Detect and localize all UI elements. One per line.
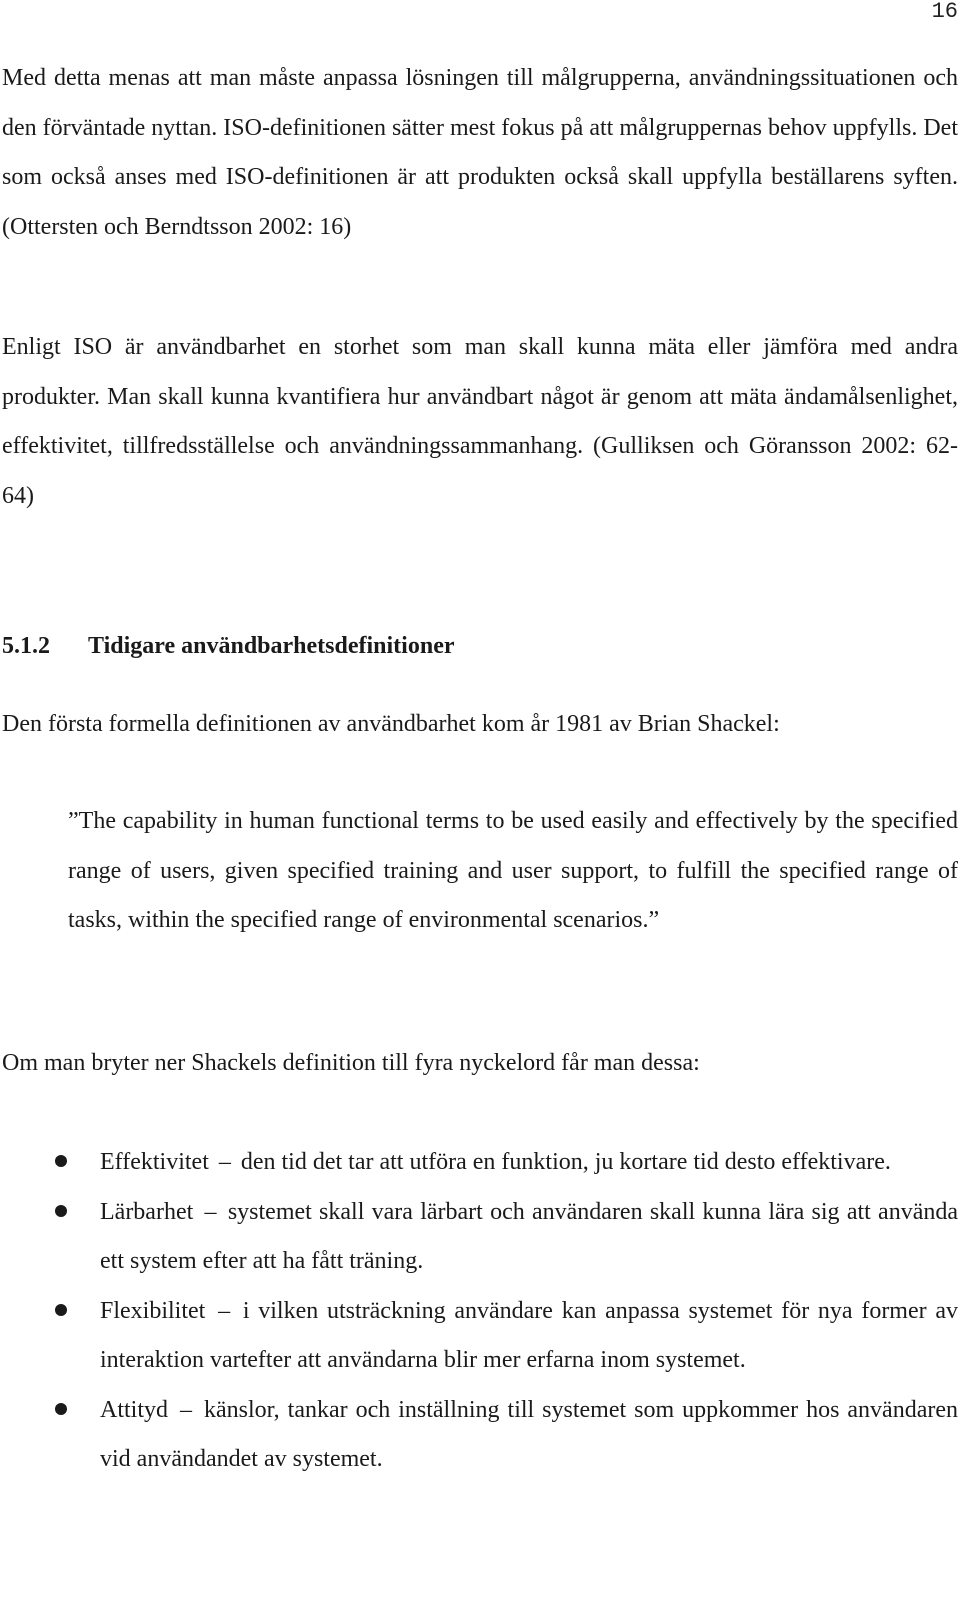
keyword-list xyxy=(0,1138,960,1485)
keyword-term: Attityd xyxy=(100,1396,169,1423)
keyword-description: den tid det tar att utföra en funktion, ju kortare tid desto effektivare. xyxy=(240,1149,891,1175)
keyword-dash: – xyxy=(218,1297,231,1324)
section-title: Tidigare användbarhetsdefinitioner xyxy=(88,633,455,659)
keyword-term: Flexibilitet xyxy=(100,1297,206,1324)
list-item xyxy=(0,1287,958,1386)
keyword-dash: – xyxy=(180,1396,192,1423)
bullet-icon xyxy=(55,1155,67,1167)
section-number: 5.1.2 xyxy=(2,633,50,659)
paragraph-iso-measurement: Enligt ISO är användbarhet en storhet som man skall kunna mäta eller jämföra med andra produkter. Man skall kunna kvantifiera hur användbart något är genom att mäta ändamålsenlighet, effektivitet, tillfredsställelse och användningssammanhang. (Gulliksen och Göransson 2002: 62-64) xyxy=(2,334,958,509)
bullet-icon xyxy=(55,1304,67,1316)
keyword-description: känslor, tankar och inställning till systemet som uppkommer hos användaren vid användandet av systemet. xyxy=(100,1396,959,1472)
paragraph-iso-focus: Med detta menas att man måste anpassa lösningen till målgrupperna, användningssituationen och den förväntade nyttan. ISO-definitionen sätter mest fokus på att målgruppernas behov uppfylls. Det som också anses med ISO-definitionen är att produkten också skall uppfylla beställarens syften. (Ottersten och Berndtsson 2002: 16) xyxy=(2,65,958,240)
paragraph-keyword-intro: Om man bryter ner Shackels definition till fyra nyckelord får man dessa: xyxy=(2,1050,700,1076)
page-number: 16 xyxy=(931,0,958,24)
bullet-icon xyxy=(55,1403,67,1415)
paragraph-shackel-intro: Den första formella definitionen av användbarhet kom år 1981 av Brian Shackel: xyxy=(2,711,780,737)
keyword-description: systemet skall vara lärbart och användaren skall kunna lära sig att använda ett system efter att ha fått träning. xyxy=(100,1198,959,1274)
keyword-term: Lärbarhet xyxy=(100,1198,194,1225)
keyword-description: i vilken utsträckning användare kan anpassa systemet för nya former av interaktion vartefter att användarna blir mer erfarna inom systemet. xyxy=(100,1297,959,1373)
section-heading xyxy=(2,626,958,666)
bullet-icon xyxy=(55,1205,67,1217)
shackel-quote: ”The capability in human functional terms to be used easily and effectively by the specified range of users, given specified training and user support, to fulfill the specified range of tasks, within the specified range of environmental scenarios.” xyxy=(68,808,958,933)
list-item xyxy=(0,1386,958,1485)
list-item xyxy=(0,1188,958,1287)
list-item xyxy=(0,1138,958,1188)
keyword-dash: – xyxy=(204,1198,217,1225)
keyword-dash: – xyxy=(218,1149,231,1175)
keyword-term: Effektivitet xyxy=(100,1149,209,1175)
